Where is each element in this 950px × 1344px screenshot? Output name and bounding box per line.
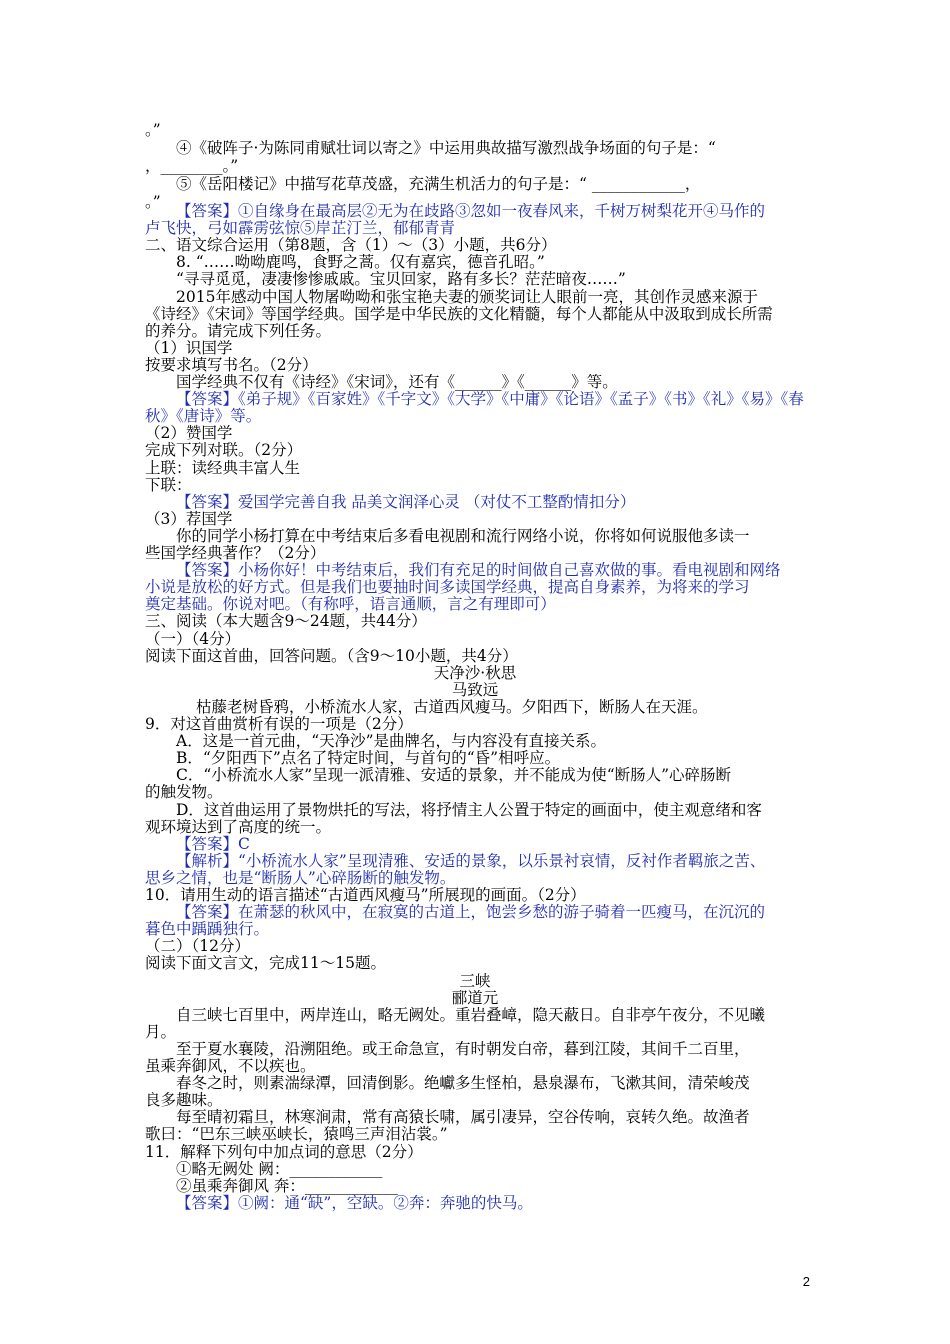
answer-line: 暮色中踽踽独行。 xyxy=(145,920,270,938)
text-line: 二、语文综合运用（第8题，含（1）～（3）小题，共6分） xyxy=(145,236,557,254)
text-line: ⑤《岳阳楼记》中描写花草茂盛，充满生机活力的句子是：“ ____________， xyxy=(176,175,701,193)
centered-title-line: 天净沙·秋思 xyxy=(433,664,517,682)
answer-line: 【答案】C xyxy=(176,835,250,853)
text-line: 。” xyxy=(145,121,161,139)
answer-line: 【答案】①阙：通“缺”，空缺。②奔：奔驰的快马。 xyxy=(176,1194,533,1212)
text-line: ，________。” xyxy=(145,157,239,175)
text-line: 月。 xyxy=(145,1023,177,1041)
answer-line: 小说是放松的好方式。但是我们也要抽时间多读国学经典，提高自身素养，为将来的学习 xyxy=(145,578,750,596)
text-line: （2）赞国学 xyxy=(145,424,233,442)
text-line: 每至晴初霜旦，林寒涧肃，常有高猿长啸，属引凄异，空谷传响，哀转久绝。故渔者 xyxy=(176,1108,750,1126)
text-line: A．这是一首元曲，“天净沙”是曲牌名，与内容没有直接关系。 xyxy=(176,732,607,750)
text-line: ②虽乘奔御风 奔：____________ xyxy=(176,1177,398,1195)
text-line: 阅读下面这首曲，回答问题。（含9～10小题，共4分） xyxy=(145,647,518,665)
text-line: 良多趣味。 xyxy=(145,1091,223,1109)
text-line: 虽乘奔御风，不以疾也。 xyxy=(145,1057,316,1075)
answer-line: 【答案】在萧瑟的秋风中，在寂寞的古道上，饱尝乡愁的游子骑着一匹瘦马，在沉沉的 xyxy=(176,903,766,921)
text-line: 至于夏水襄陵，沿溯阻绝。或王命急宣，有时朝发白帝，暮到江陵，其间千二百里， xyxy=(176,1040,750,1058)
text-line: 完成下列对联。（2分） xyxy=(145,441,303,459)
text-line: 的养分。请完成下列任务。 xyxy=(145,322,332,340)
answer-line: 奠定基础。你说对吧。（有称呼，语言通顺，言之有理即可） xyxy=(145,595,556,613)
text-line: （一）（4分） xyxy=(145,630,241,648)
text-line: C．“小桥流水人家”呈现一派清雅、安适的景象，并不能成为使“断肠人”心碎肠断 xyxy=(176,766,732,784)
answer-line: 【答案】①自缘身在最高层②无为在歧路③忽如一夜春风来，千树万树梨花开④马作的 xyxy=(176,202,766,220)
text-line: 些国学经典著作？（2分） xyxy=(145,544,326,562)
centered-title-line: 三峡 xyxy=(459,972,491,990)
answer-line: 卢飞快，弓如霹雳弦惊⑤岸芷汀兰，郁郁青青 xyxy=(145,219,456,237)
text-line: 歌曰：“巴东三峡巫峡长，猿鸣三声泪沾裳。” xyxy=(145,1125,448,1143)
text-line: （3）荐国学 xyxy=(145,510,233,528)
page-number: 2 xyxy=(802,1274,810,1289)
text-line: 按要求填写书名。（2分） xyxy=(145,356,318,374)
answer-line: 秋》《唐诗》等。 xyxy=(145,407,262,425)
text-line: 枯藤老树昏鸦，小桥流水人家，古道西风瘦马。夕阳西下，断肠人在天涯。 xyxy=(196,698,708,716)
text-line: 。” xyxy=(145,193,161,211)
text-line: ④《破阵子·为陈同甫赋壮词以寄之》中运用典故描写激烈战争场面的句子是：“ xyxy=(176,139,716,157)
answer-line: 【答案】爱国学完善自我 品美文润泽心灵 （对仗不工整酌情扣分） xyxy=(176,493,636,511)
centered-title-line: 马致远 xyxy=(451,681,499,699)
text-line: 8. “……呦呦鹿鸣，食野之蒿。仅有嘉宾，德音孔昭。” xyxy=(176,253,545,271)
text-line: 《诗经》《宋词》等国学经典。国学是中华民族的文化精髓，每个人都能从中汲取到成长所需 xyxy=(145,305,773,323)
text-line: 2015年感动中国人物屠呦呦和张宝艳夫妻的颁奖词让人眼前一亮，其创作灵感来源于 xyxy=(176,288,758,306)
text-line: 三、阅读（本大题含9～24题，共44分） xyxy=(145,612,427,630)
text-line: 9．对这首曲赏析有误的一项是（2分） xyxy=(145,715,413,733)
answer-line: 【答案】《弟子规》《百家姓》《千字文》《大学》《中庸》《论语》《孟子》《书》《礼》《易》《春 xyxy=(176,390,804,408)
text-line: 下联： xyxy=(145,476,192,494)
text-line: （1）识国学 xyxy=(145,339,233,357)
text-line: 你的同学小杨打算在中考结束后多看电视剧和流行网络小说，你将如何说服他多读一 xyxy=(176,527,750,545)
text-line: 的触发物。 xyxy=(145,783,223,801)
text-line: （二）（12分） xyxy=(145,937,250,955)
answer-line: 【答案】小杨你好！中考结束后，我们有充足的时间做自己喜欢做的事。看电视剧和网络 xyxy=(176,561,781,579)
text-line: 春冬之时，则素湍绿潭，回清倒影。绝巘多生怪柏，悬泉瀑布，飞漱其间，清荣峻茂 xyxy=(176,1074,750,1092)
centered-title-line: 郦道元 xyxy=(451,989,499,1007)
answer-line: 【解析】“小桥流水人家”呈现清雅、安适的景象，以乐景衬哀情，反衬作者羁旅之苦、 xyxy=(176,852,766,870)
text-line: ①略无阙处 阙：____________ xyxy=(176,1160,383,1178)
text-line: 观环境达到了高度的统一。 xyxy=(145,818,332,836)
text-line: 上联：读经典丰富人生 xyxy=(145,459,301,477)
text-line: D．这首曲运用了景物烘托的写法，将抒情主人公置于特定的画面中，使主观意绪和客 xyxy=(176,801,762,819)
text-line: 自三峡七百里中，两岸连山，略无阙处。重岩叠嶂，隐天蔽日。自非亭午夜分，不见曦 xyxy=(176,1006,766,1024)
text-line: 10．请用生动的语言描述“古道西风瘦马”所展现的画面。（2分） xyxy=(145,886,586,904)
answer-line: 思乡之情，也是“断肠人”心碎肠断的触发物。 xyxy=(145,869,456,887)
text-line: “寻寻觅觅，凄凄惨惨戚戚。宝贝回家，路有多长？茫茫暗夜……” xyxy=(176,270,626,288)
text-line: B．“夕阳西下”点名了特定时间，与首句的“昏”相呼应。 xyxy=(176,749,561,767)
text-line: 11．解释下列句中加点词的意思（2分） xyxy=(145,1143,423,1161)
text-line: 国学经典不仅有《诗经》《宋词》，还有《______》《______》等。 xyxy=(176,373,618,391)
text-line: 阅读下面文言文，完成11～15题。 xyxy=(145,954,386,972)
